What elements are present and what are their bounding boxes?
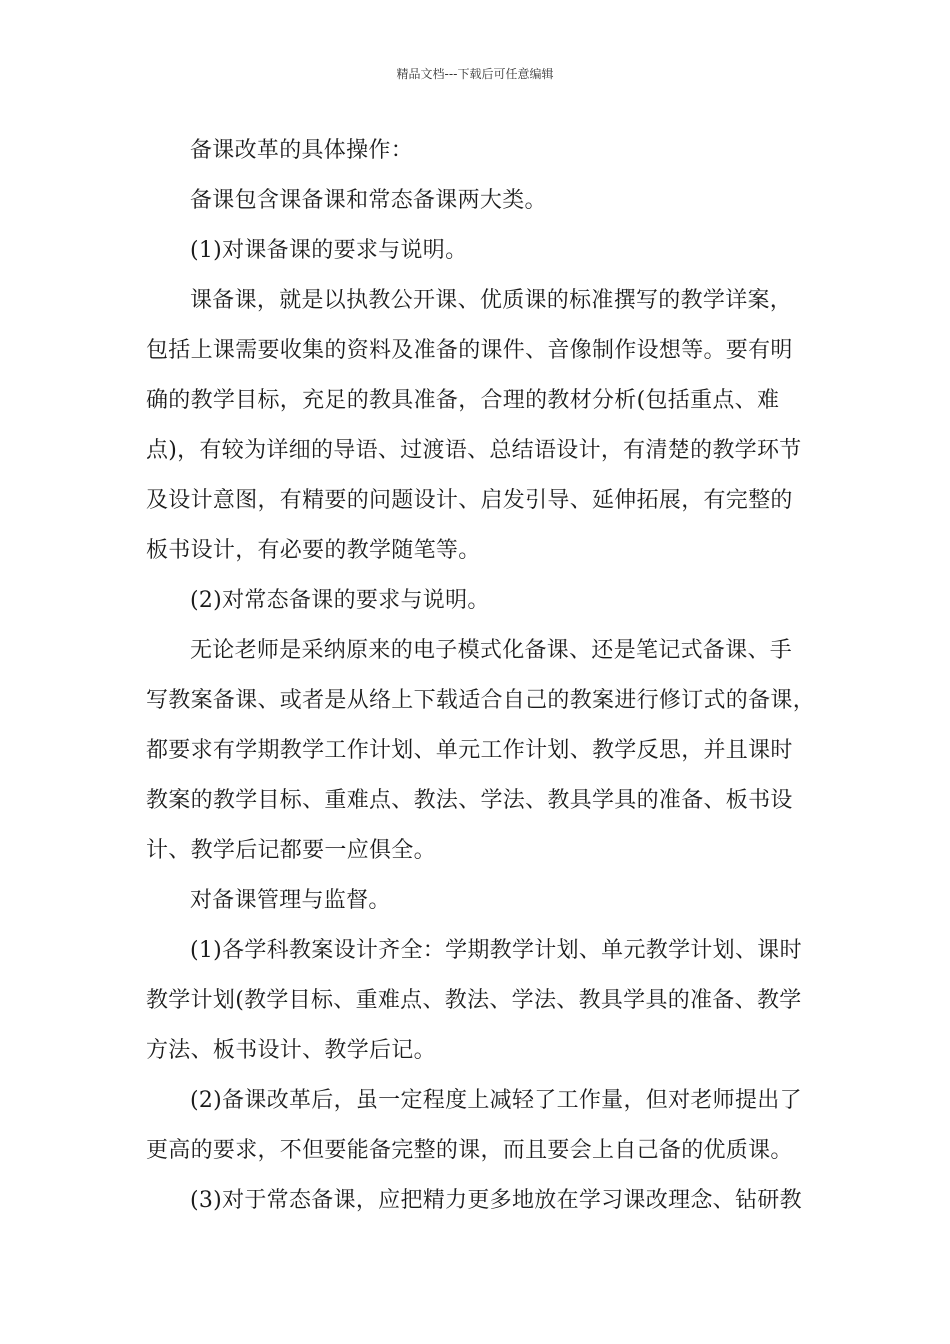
text-line: 都要求有学期教学工作计划、单元工作计划、教学反思，并且课时: [146, 738, 793, 763]
text-line: 备课改革的具体操作：: [190, 138, 414, 163]
text-line: 及设计意图，有精要的问题设计、启发引导、延伸拓展，有完整的: [146, 488, 793, 513]
text-line: 方法、板书设计、教学后记。: [146, 1038, 436, 1063]
text-line: 板书设计，有必要的教学随笔等。: [146, 538, 481, 563]
text-line: (3)对于常态备课，应把精力更多地放在学习课改理念、钻研教: [190, 1188, 802, 1213]
text-line: 课备课，就是以执教公开课、优质课的标准撰写的教学详案，: [190, 288, 793, 313]
page-header: 精品文档---下载后可任意编辑: [396, 67, 554, 81]
text-line: (2)备课改革后，虽一定程度上减轻了工作量，但对老师提出了: [190, 1088, 802, 1113]
text-line: 无论老师是采纳原来的电子模式化备课、还是笔记式备课、手: [190, 638, 793, 663]
text-line: 教学计划(教学目标、重难点、教法、学法、教具学具的准备、教学: [146, 988, 802, 1013]
text-line: 点)，有较为详细的导语、过渡语、总结语设计，有清楚的教学环节: [146, 438, 802, 463]
text-line: 确的教学目标，充足的教具准备，合理的教材分析(包括重点、难: [146, 388, 780, 413]
text-line: 教案的教学目标、重难点、教法、学法、教具学具的准备、板书设: [146, 788, 793, 813]
text-line: 包括上课需要收集的资料及准备的课件、音像制作设想等。要有明: [146, 338, 793, 363]
text-line: 写教案备课、或者是从络上下载适合自己的教案进行修订式的备课，: [146, 688, 816, 713]
text-line: (1)对课备课的要求与说明。: [190, 238, 468, 263]
text-line: 备课包含课备课和常态备课两大类。: [190, 188, 547, 213]
text-line: 更高的要求，不但要能备完整的课，而且要会上自己备的优质课。: [146, 1138, 793, 1163]
text-line: (1)各学科教案设计齐全：学期教学计划、单元教学计划、课时: [190, 938, 802, 963]
text-line: 计、教学后记都要一应俱全。: [146, 838, 436, 863]
text-line: 对备课管理与监督。: [190, 888, 391, 913]
text-line: (2)对常态备课的要求与说明。: [190, 588, 490, 613]
